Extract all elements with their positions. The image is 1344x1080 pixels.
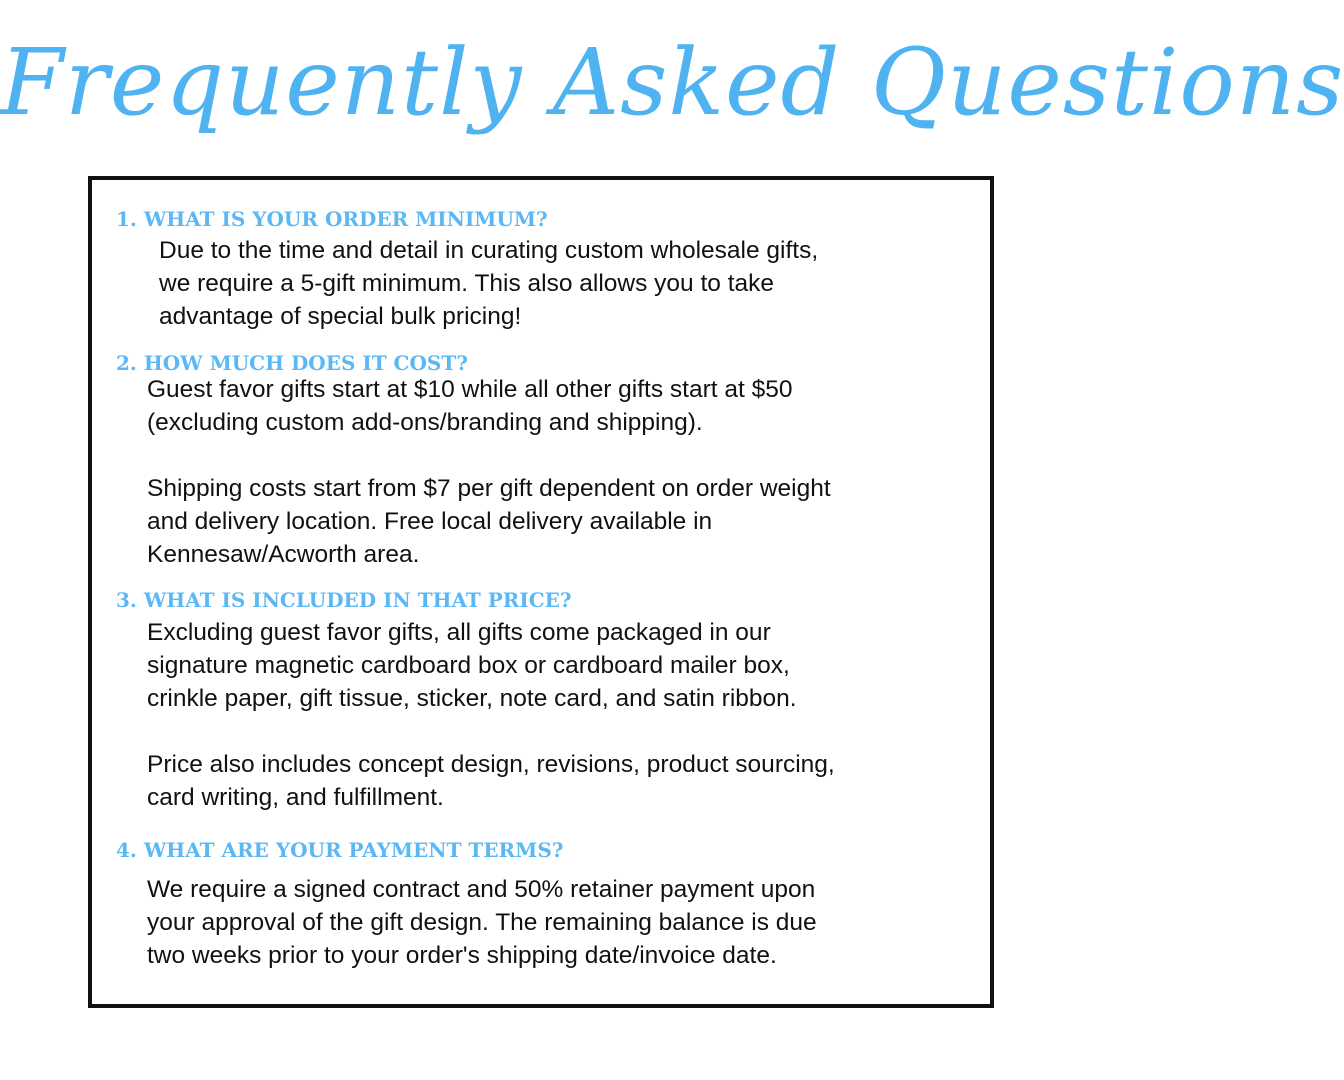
faq-question-2: 2. HOW MUCH DOES IT COST? [116,351,468,375]
faq-answer-3-line: Price also includes concept design, revisions, product sourcing, [147,751,835,778]
faq-question-3: 3. WHAT IS INCLUDED IN THAT PRICE? [116,588,572,612]
faq-answer-1-line: Due to the time and detail in curating custom wholesale gifts, [159,237,819,264]
faq-answer-2-line: and delivery location. Free local delivery available in [147,508,713,535]
faq-answer-3 [147,616,835,814]
faq-question-1: 1. WHAT IS YOUR ORDER MINIMUM? [116,207,548,231]
faq-question-4: 4. WHAT ARE YOUR PAYMENT TERMS? [116,838,564,862]
faq-answer-2-line: Kennesaw/Acworth area. [147,541,420,568]
faq-answer-4-line: your approval of the gift design. The remaining balance is due [147,909,817,936]
faq-answer-3-line: Excluding guest favor gifts, all gifts come packaged in our [147,619,771,646]
faq-answer-1-line: we require a 5-gift minimum. This also allows you to take [159,270,775,297]
faq-answer-2-line: Guest favor gifts start at $10 while all other gifts start at $50 [147,376,793,403]
faq-answer-3-spacer [147,715,835,748]
faq-box [88,176,994,1008]
faq-answer-4-line: We require a signed contract and 50% retainer payment upon [147,876,816,903]
faq-answer-2-spacer [147,439,831,472]
faq-answer-3-line: card writing, and fulfillment. [147,784,444,811]
page-title: Frequently Asked Questions [0,29,1344,136]
faq-answer-1-line: advantage of special bulk pricing! [159,303,522,330]
faq-answer-2-line: Shipping costs start from $7 per gift dependent on order weight [147,475,831,502]
faq-answer-4 [147,873,817,972]
faq-answer-4-line: two weeks prior to your order's shipping date/invoice date. [147,942,777,969]
faq-answer-3-line: signature magnetic cardboard box or cardboard mailer box, [147,652,790,679]
faq-answer-3-line: crinkle paper, gift tissue, sticker, note card, and satin ribbon. [147,685,797,712]
faq-answer-2 [147,373,831,571]
faq-answer-1 [159,234,818,333]
faq-answer-2-line: (excluding custom add-ons/branding and shipping). [147,409,703,436]
